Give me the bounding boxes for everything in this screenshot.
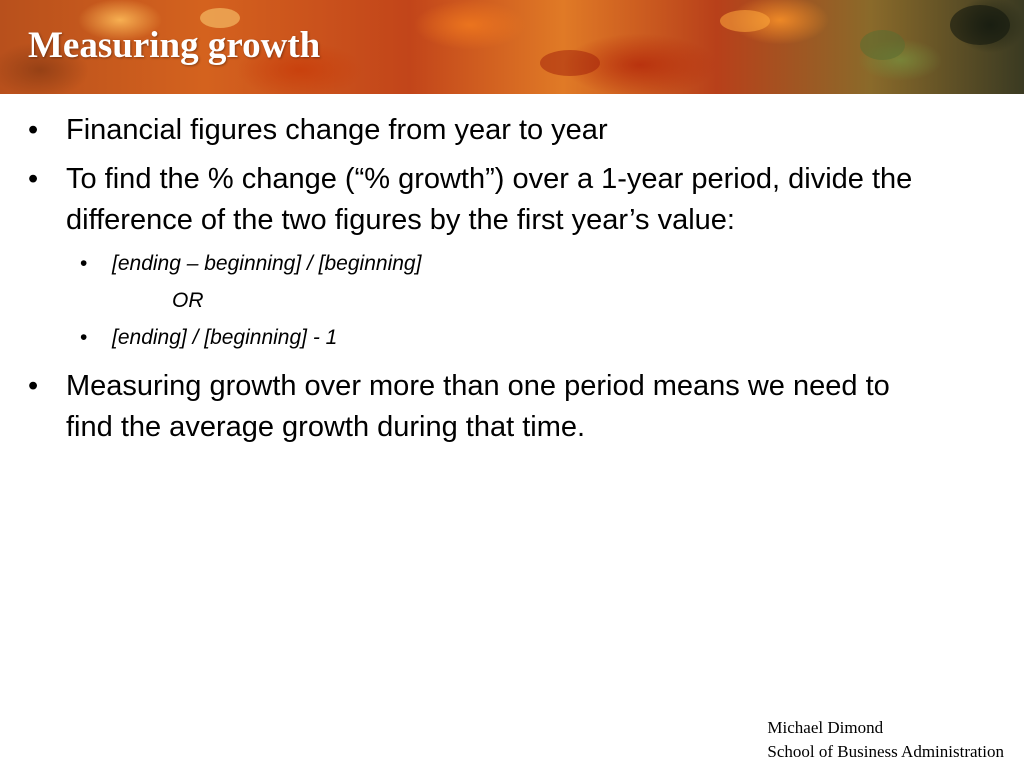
bullet-marker: • — [28, 163, 39, 195]
foliage-speck — [720, 10, 770, 32]
footer-author: Michael Dimond — [767, 718, 884, 737]
bullet-item — [0, 110, 1024, 151]
sub-bullet-item — [0, 319, 1024, 356]
foliage-speck — [950, 5, 1010, 45]
sub-bullet-item — [0, 245, 1024, 282]
formula-text: [ending – beginning] / [beginning] — [112, 252, 422, 275]
or-separator: OR — [172, 289, 204, 312]
bullet-item — [0, 159, 1024, 241]
sub-bullet-marker: • — [80, 326, 88, 349]
formula-text: [ending] / [beginning] - 1 — [112, 326, 338, 349]
foliage-speck — [860, 30, 905, 60]
slide-title: Measuring growth — [28, 25, 321, 66]
bullet-item — [0, 366, 1024, 448]
slide-body — [0, 110, 1024, 448]
bullet-text: Measuring growth over more than one period means we need to find the average growth during that time. — [66, 370, 890, 443]
bullet-text: To find the % change (“% growth”) over a 1-year period, divide the difference of the two figures by the first year’s value: — [66, 163, 913, 236]
sub-bullet-marker: • — [80, 252, 88, 275]
bullet-text: Financial figures change from year to year — [66, 114, 608, 146]
foliage-speck — [540, 50, 600, 76]
slide-footer — [767, 716, 1004, 764]
footer-school: School of Business Administration — [767, 742, 1004, 761]
bullet-marker: • — [28, 114, 39, 146]
bullet-marker: • — [28, 370, 39, 402]
title-banner — [0, 0, 1024, 94]
